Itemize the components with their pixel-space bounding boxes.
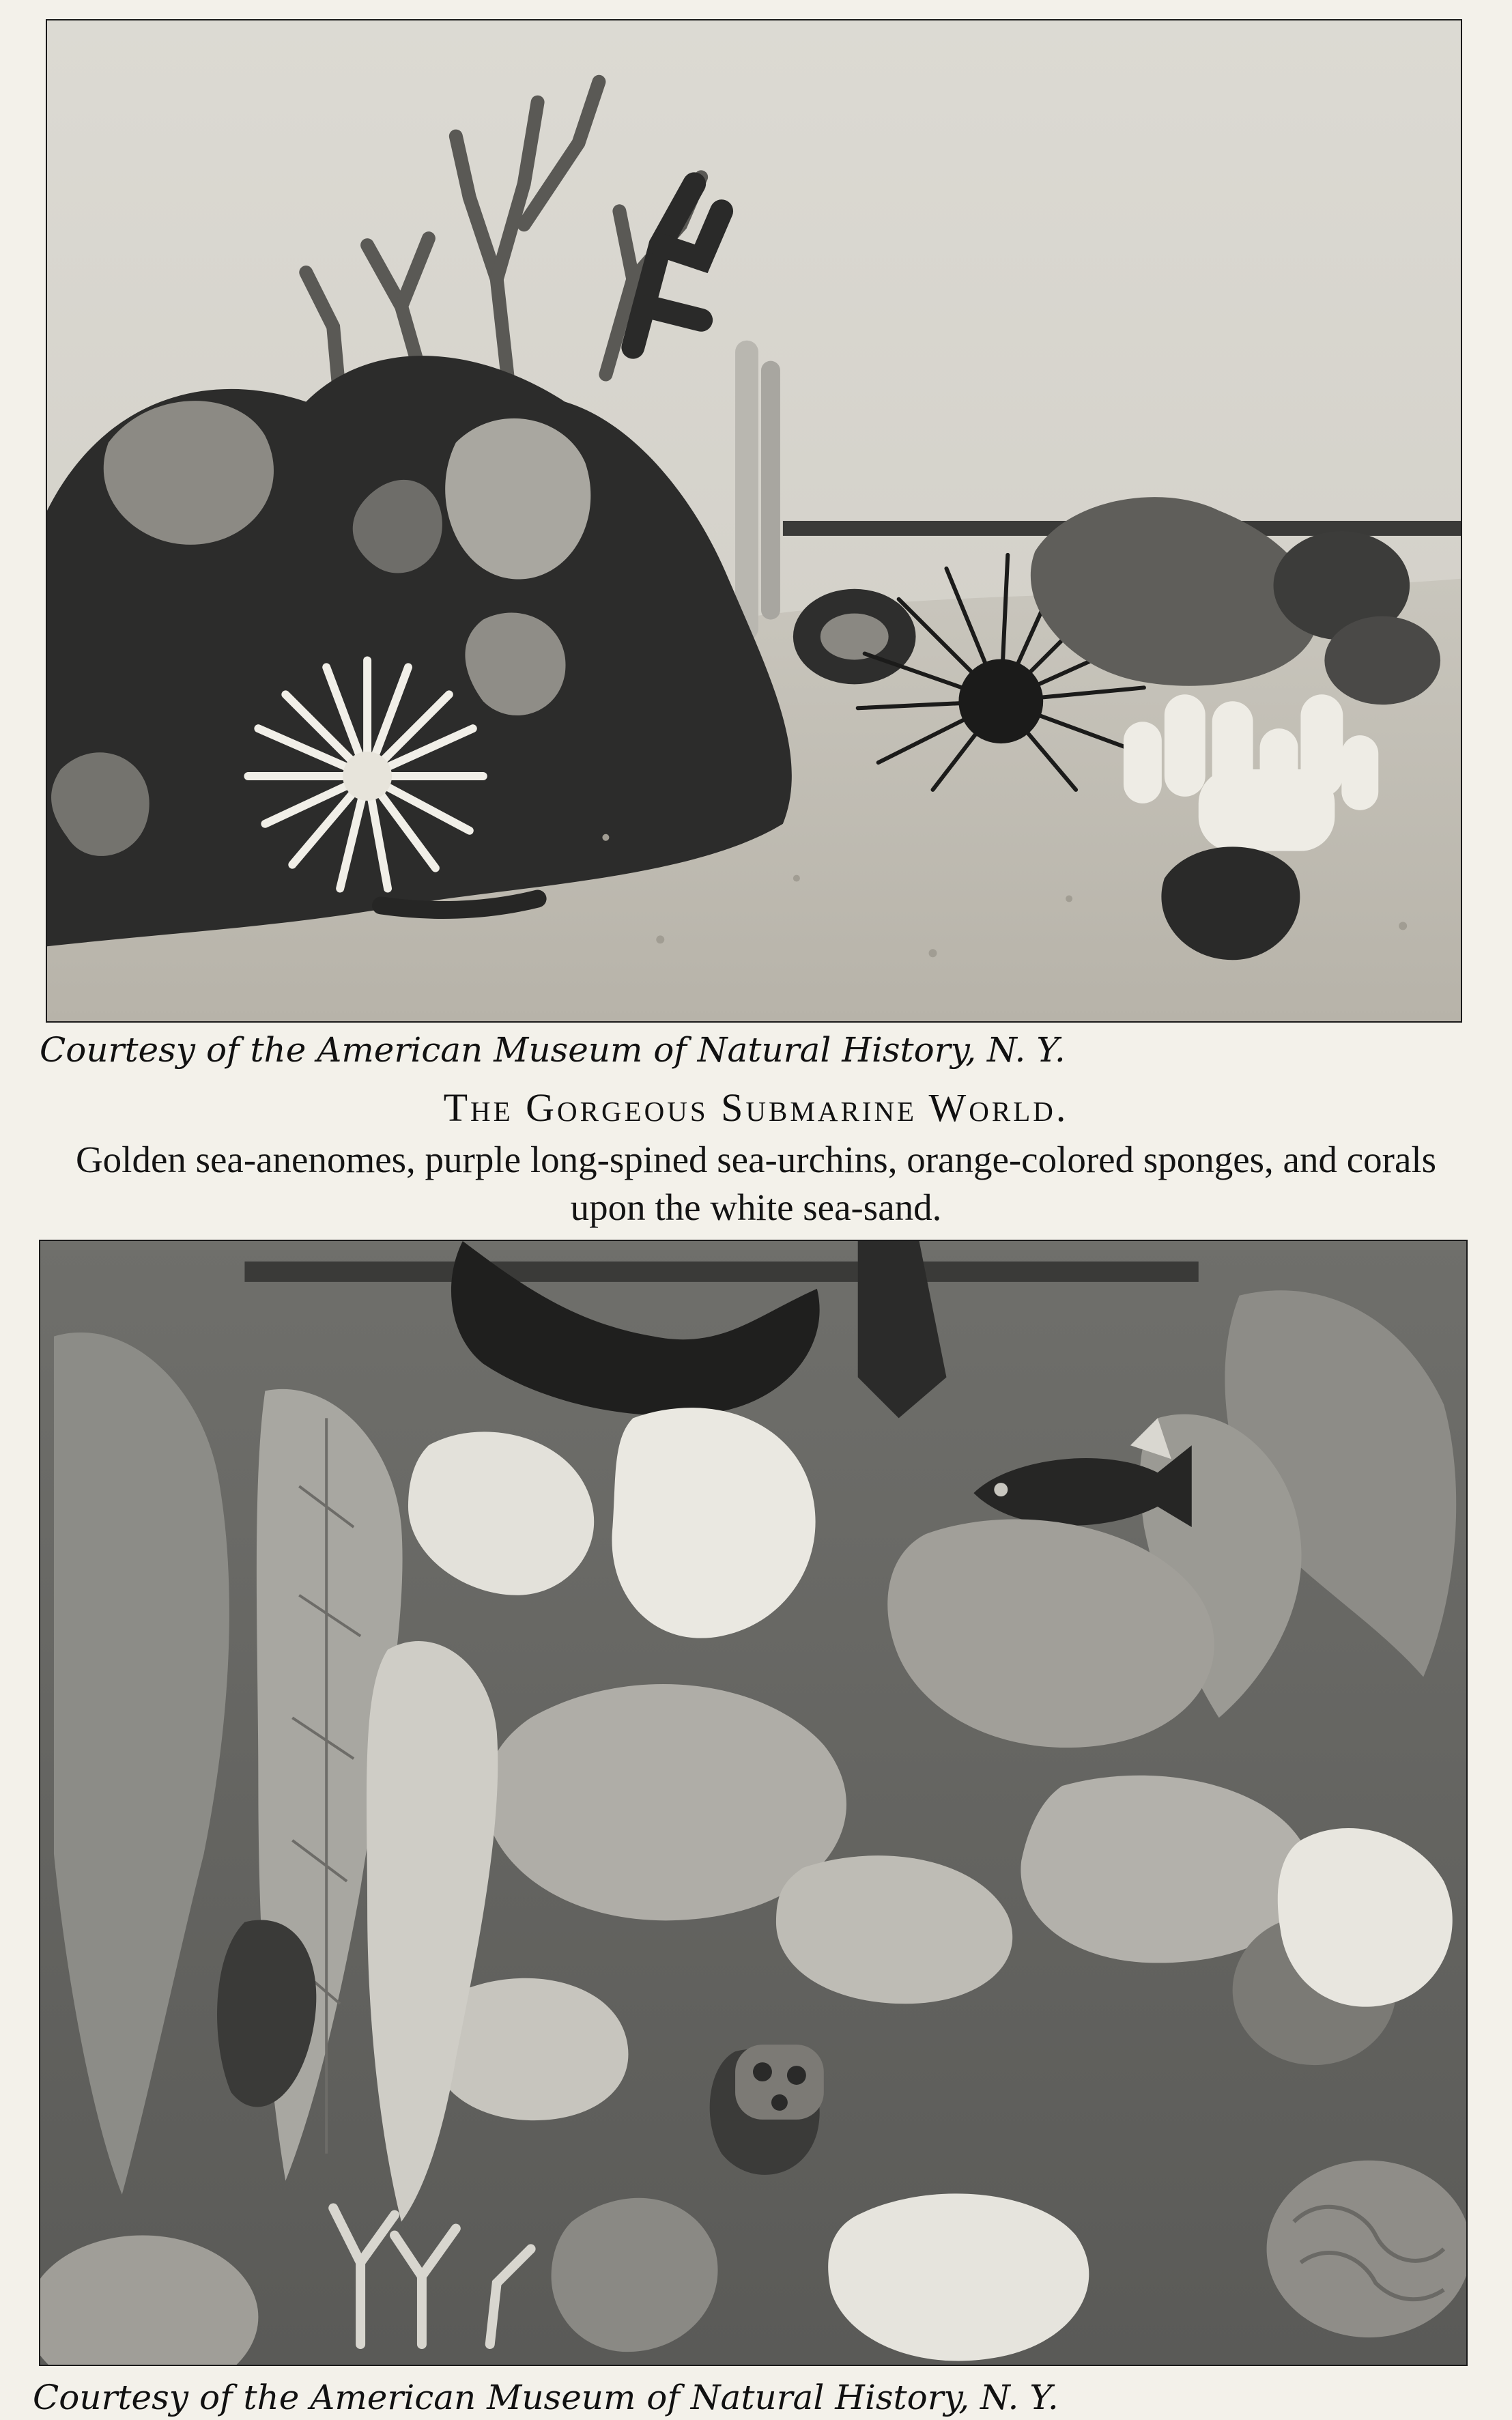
caption-title: The Gorgeous Submarine World. xyxy=(443,1085,1069,1130)
sea-floor-illustration xyxy=(47,20,1461,1021)
coral-reef-illustration xyxy=(40,1241,1466,2365)
photo-coral-reef-diorama xyxy=(39,1240,1468,2366)
photo-sea-floor-diorama xyxy=(46,19,1462,1023)
photo-credit-bottom: Courtesy of the American Museum of Natural History, N. Y. xyxy=(33,2378,1059,2417)
photo-credit-top: Courtesy of the American Museum of Natural History, N. Y. xyxy=(40,1030,1066,1070)
caption-body: Golden sea-anenomes, purple long-spined sea-urchins, orange-colored sponges, and corals upon the white sea-sand. xyxy=(75,1139,1437,1228)
